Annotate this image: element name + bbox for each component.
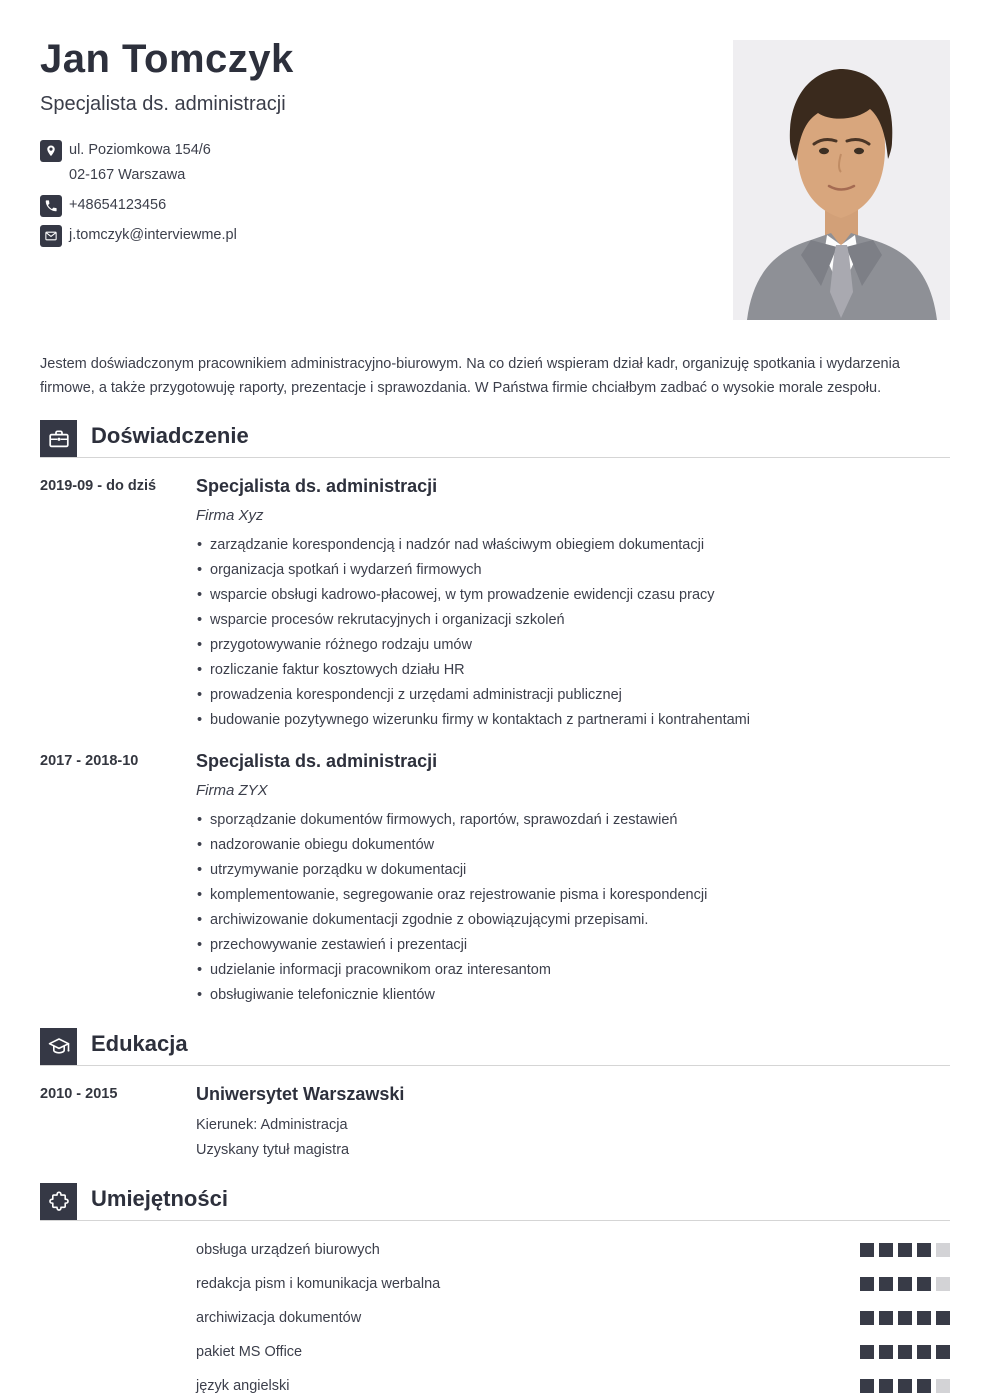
skill-label: archiwizacja dokumentów [196,1310,362,1326]
profile-photo [733,40,950,320]
rating-square-filled [879,1311,893,1325]
rating-square-filled [917,1311,931,1325]
section-skills [40,1183,950,1400]
entry-date: 2019-09 - do dziś [40,478,157,494]
profile-summary: Jestem doświadczonym pracownikiem administracyjno-biurowym. Na co dzień wspieram dział kadr, organizuję spotkania i wydarzenia firmowe, a także przygotowuję raporty, prezentacje i sprawozdania. W Państwa firmie chciałbym zadbać o wysokie morale zespołu. [40,356,900,396]
bullet-item: • budowanie pozytywnego wizerunku firmy w kontaktach z partnerami i kontrahentami [196,708,950,733]
rating-square-filled [898,1311,912,1325]
bullet-item: • nadzorowanie obiegu dokumentów [196,833,950,858]
skill-rating-squares [860,1379,950,1393]
rating-square-filled [860,1277,874,1291]
skill-row [196,1301,950,1335]
bullet-item: • zarządzanie korespondencją i nadzór nad właściwym obiegiem dokumentacji [196,533,950,558]
bullet-item: • archiwizowanie dokumentacji zgodnie z obowiązującymi przepisami. [196,908,950,933]
skill-row [196,1369,950,1400]
skill-label: redakcja pism i komunikacja werbalna [196,1276,441,1292]
skills-title: Umiejętności [91,1185,228,1211]
address-line-2: 02-167 Warszawa [69,167,186,183]
skill-row [196,1335,950,1369]
entry-role: Specjalista ds. administracji [196,476,438,496]
rating-square-filled [898,1345,912,1359]
rating-square-filled [879,1345,893,1359]
person-name: Jan Tomczyk [40,37,294,81]
rating-square-filled [898,1243,912,1257]
entry-date: 2017 - 2018-10 [40,753,139,769]
bullet-item: • utrzymywanie porządku w dokumentacji [196,858,950,883]
entry-role: Specjalista ds. administracji [196,751,438,771]
rating-square-filled [879,1379,893,1393]
experience-entry [40,475,950,733]
puzzle-icon [40,1183,77,1220]
rating-square-filled [898,1379,912,1393]
experience-entry [40,750,950,1008]
rating-square-empty [936,1379,950,1393]
section-education [40,1028,950,1163]
email-address: j.tomczyk@interviewme.pl [69,227,237,243]
rating-square-filled [917,1243,931,1257]
bullet-item: • prowadzenia korespondencji z urzędami administracji publicznej [196,683,950,708]
skills-heading [40,1183,950,1221]
skills-list [40,1233,950,1400]
rating-square-filled [917,1345,931,1359]
rating-square-filled [917,1379,931,1393]
experience-title: Doświadczenie [91,422,249,448]
envelope-icon [40,225,62,247]
bullet-item: • komplementowanie, segregowanie oraz rejestrowanie pisma i korespondencji [196,883,950,908]
entry-company: Firma Xyz [196,507,264,524]
entry-body [196,1083,950,1163]
entry-body [196,750,950,1008]
bullet-item: • udzielanie informacji pracownikom oraz interesantom [196,958,950,983]
rating-square-filled [879,1243,893,1257]
rating-square-empty [936,1277,950,1291]
bullet-item: • wsparcie procesów rekrutacyjnych i organizacji szkoleń [196,608,950,633]
rating-square-filled [860,1345,874,1359]
rating-square-filled [917,1277,931,1291]
bullet-item: • organizacja spotkań i wydarzeń firmowych [196,558,950,583]
rating-square-filled [936,1345,950,1359]
skill-rating-squares [860,1345,950,1359]
school-name: Uniwersytet Warszawski [196,1084,405,1104]
phone-icon [40,195,62,217]
skill-label: pakiet MS Office [196,1344,303,1360]
skill-rating-squares [860,1243,950,1257]
entry-bullets [196,533,950,733]
entry-bullets [196,808,950,1008]
education-entry [40,1083,950,1163]
education-degree: Uzyskany tytuł magistra [196,1142,350,1158]
rating-square-filled [879,1277,893,1291]
education-title: Edukacja [91,1030,188,1056]
experience-heading [40,420,950,458]
phone-number: +48654123456 [69,197,167,213]
education-field: Kierunek: Administracja [196,1117,348,1133]
graduation-cap-icon [40,1028,77,1065]
skill-label: język angielski [196,1378,290,1394]
location-pin-icon [40,140,62,162]
rating-square-filled [860,1243,874,1257]
bullet-item: • sporządzanie dokumentów firmowych, raportów, sprawozdań i zestawień [196,808,950,833]
address-line-1: ul. Poziomkowa 154/6 [69,142,211,158]
entry-body [196,475,950,733]
contact-address-text [69,138,211,188]
skill-rating-squares [860,1277,950,1291]
bullet-item: • wsparcie obsługi kadrowo-płacowej, w tym prowadzenie ewidencji czasu pracy [196,583,950,608]
rating-square-filled [898,1277,912,1291]
section-experience [40,420,950,1008]
rating-square-filled [860,1311,874,1325]
skill-label: obsługa urządzeń biurowych [196,1242,380,1258]
bullet-item: • przechowywanie zestawień i prezentacji [196,933,950,958]
briefcase-icon [40,420,77,457]
education-heading [40,1028,950,1066]
entry-company: Firma ZYX [196,782,268,799]
skill-row [196,1233,950,1267]
skill-rating-squares [860,1311,950,1325]
bullet-item: • rozliczanie faktur kosztowych działu HR [196,658,950,683]
rating-square-filled [936,1311,950,1325]
rating-square-empty [936,1243,950,1257]
skill-row [196,1267,950,1301]
person-job-title: Specjalista ds. administracji [40,93,286,115]
rating-square-filled [860,1379,874,1393]
entry-date: 2010 - 2015 [40,1086,118,1102]
bullet-item: • obsługiwanie telefonicznie klientów [196,983,950,1008]
bullet-item: • przygotowywanie różnego rodzaju umów [196,633,950,658]
